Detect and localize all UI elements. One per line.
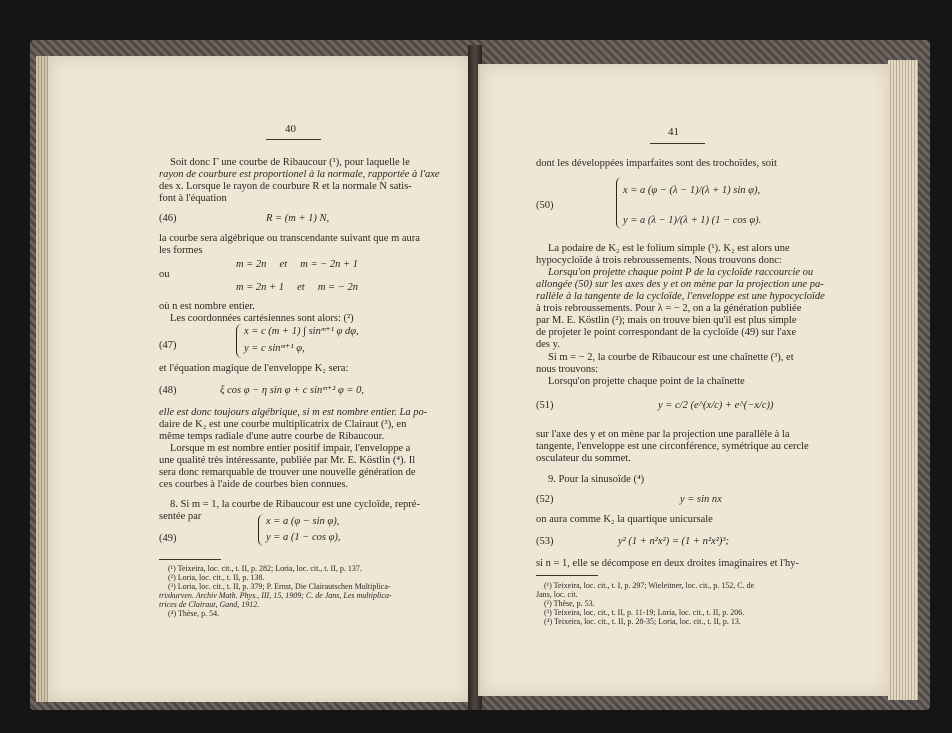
paragraph-line: allongée (50) sur les axes des y et on mène par la projection une pa- <box>536 279 824 290</box>
footnote: trices de Clairaut, Gand, 1912. <box>159 600 260 609</box>
equation-label: (52) <box>536 494 554 505</box>
footnote: (¹) Teixeira, loc. cit., t. I, p. 297; Wieleitner, loc. cit., p. 152, C. de <box>544 581 755 590</box>
equation-label: (51) <box>536 400 554 411</box>
paragraph-line: Les coordonnées cartésiennes sont alors: (²) <box>170 313 354 324</box>
paragraph-line: et l'équation magique de l'enveloppe K₂ sera: <box>159 363 349 374</box>
page-edges-right <box>888 60 918 700</box>
equation: y = c/2 (e^(x/c) + e^(−x/c)) <box>658 400 774 411</box>
paragraph-line: sur l'axe des y et on mène par la projection une parallèle à la <box>536 429 790 440</box>
footnote: (³) Loria, loc. cit., t. II, p. 379; P. Ernst, Die Clairautschen Multiplica- <box>168 582 391 591</box>
paragraph-line: de projeter le point correspondant de la cycloïde (49) sur l'axe <box>536 327 797 338</box>
equation: x = a (φ − sin φ), <box>266 516 340 527</box>
paragraph-line: daire de K₂ est une courbe multiplicatrix de Clairaut (³), en <box>159 419 407 430</box>
page-number: 41 <box>668 126 679 138</box>
footnote: (⁴) Thèse, p. 54. <box>168 609 220 618</box>
paragraph-line: dont les développées imparfaites sont des trochoïdes, soit <box>536 158 777 169</box>
footnote: (²) Loria, loc. cit., t. II, p. 138. <box>168 573 265 582</box>
paragraph-line: rayon de courbure est proportionel à la normale, rapportée à l'axe <box>159 169 440 180</box>
paragraph-line: où n est nombre entier. <box>159 301 255 312</box>
left-page <box>48 56 472 702</box>
footnote: (²) Thèse, p. 53. <box>544 599 595 608</box>
paragraph-line: des y. <box>536 339 560 350</box>
equation: ξ cos φ − η sin φ + c sinᵐ⁺² φ = 0, <box>220 385 364 396</box>
page-number-rule <box>650 143 705 144</box>
equation: y² (1 + n²x²) = (1 + n²x²)³; <box>618 536 729 547</box>
equation-label: (50) <box>536 200 554 211</box>
paragraph-line: même temps radiale d'une autre courbe de Ribaucour. <box>159 431 385 442</box>
paragraph-line: Soit donc Γ une courbe de Ribaucour (¹), pour laquelle le <box>170 157 410 168</box>
equation: y = sin nx <box>680 494 722 505</box>
equation: y = a (λ − 1)/(λ + 1) (1 − cos φ). <box>623 215 762 226</box>
equation: x = a (φ − (λ − 1)/(λ + 1) sin φ), <box>623 185 761 196</box>
footnote: trixkurven. Archiv Math. Phys., III, 15, 1909; C. de Jans, Les multiplica- <box>159 591 392 600</box>
equation-brace <box>616 177 623 229</box>
section-heading: 9. Pour la sinusoïde (⁴) <box>548 474 645 485</box>
paragraph-line: sera donc remarquable de trouver une nouvelle génération de <box>159 467 416 478</box>
paragraph-line: on aura comme K₂ la quartique unicursale <box>536 514 713 525</box>
equation: x = c (m + 1) ∫ sinᵐ⁺¹ φ dφ, <box>244 326 359 337</box>
equation-label: (53) <box>536 536 554 547</box>
paragraph-line: Si m = − 2, la courbe de Ribaucour est une chaînette (³), et <box>548 352 794 363</box>
paragraph-line: elle est donc toujours algébrique, si m est nombre entier. La po- <box>159 407 428 418</box>
paragraph-line: Lorsqu'on projette chaque point P de la cycloïde raccourcie ou <box>548 267 814 278</box>
equation: y = c sinᵐ⁺¹ φ, <box>244 343 305 354</box>
equation-label: (47) <box>159 340 177 351</box>
paragraph-line: des x. Lorsque le rayon de courbure R et la normale N satis- <box>159 181 412 192</box>
paragraph-line: nous trouvons: <box>536 364 599 375</box>
equation-brace <box>236 324 243 358</box>
paragraph-line: osculateur du sommet. <box>536 453 631 464</box>
equation-label: (46) <box>159 213 177 224</box>
footnote: Jans, loc. cit. <box>536 590 578 599</box>
footnote: (³) Teixeira, loc. cit., t. II, p. 11-19; Loria, loc. cit., t. II, p. 206. <box>544 608 745 617</box>
equation-label: (49) <box>159 533 177 544</box>
section-heading: 8. Si m = 1, la courbe de Ribaucour est une cycloïde, repré- <box>170 499 420 510</box>
paragraph-line: tangente, l'enveloppe est une circonférence, symétrique au cercle <box>536 441 809 452</box>
paragraph-line: par M. E. Köstlin (²); mais on trouve bien qu'il est plus simple <box>536 315 797 326</box>
page-number-rule <box>266 139 321 140</box>
paragraph-line: à trois rebroussements. Pour λ = − 2, on a la génération publiée <box>536 303 802 314</box>
paragraph-line: la courbe sera algébrique ou transcendante suivant que m aura <box>159 233 420 244</box>
paragraph-line: ces courbes à l'aide de courbes bien connues. <box>159 479 349 490</box>
paragraph-line: Lorsqu'on projette chaque point de la chaînette <box>548 376 745 387</box>
paragraph-line: font à l'équation <box>159 193 227 204</box>
right-page <box>478 64 890 696</box>
page-number: 40 <box>285 123 296 135</box>
footnote: (⁴) Teixeira, loc. cit., t. II, p. 28-35; Loria, loc. cit., t. II, p. 13. <box>544 617 741 626</box>
paragraph-line: rallèle à la tangente de la cycloïde, l'enveloppe est une hypocycloïde <box>536 291 825 302</box>
conjunction: ou <box>159 269 170 280</box>
equation: y = a (1 − cos φ), <box>266 532 341 543</box>
paragraph-line: sentée par <box>159 511 202 522</box>
paragraph-line: une qualité très intéressante, publiée par Mr. E. Köstlin (⁴). Il <box>159 455 416 466</box>
condition: m = 2n + 1 et m = − 2n <box>236 282 358 293</box>
equation-brace <box>258 514 265 546</box>
condition: m = 2n et m = − 2n + 1 <box>236 259 358 270</box>
paragraph-line: les formes <box>159 245 203 256</box>
paragraph-line: La podaire de K₂ est le folium simple (¹). K₂ est alors une <box>548 243 790 254</box>
footnote-rule <box>536 575 598 576</box>
paragraph-line: si n = 1, elle se décompose en deux droites imaginaires et l'hy- <box>536 558 799 569</box>
paragraph-line: Lorsque m est nombre entier positif impair, l'enveloppe a <box>170 443 411 454</box>
footnote: (¹) Teixeira, loc. cit., t. II, p. 282; Loria, loc. cit., t. II, p. 137. <box>168 564 362 573</box>
paragraph-line: hypocycloïde à trois rebroussements. Nous trouvons donc: <box>536 255 782 266</box>
equation: R = (m + 1) N, <box>266 213 330 224</box>
footnote-rule <box>159 559 221 560</box>
equation-label: (48) <box>159 385 177 396</box>
